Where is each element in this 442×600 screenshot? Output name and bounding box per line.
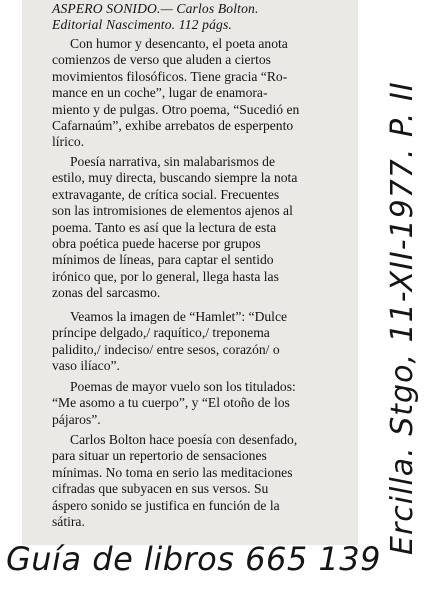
heading-publisher-line: Editorial Nascimento. 112 págs. bbox=[52, 17, 232, 33]
handwritten-catalog-note: Guía de libros 665 139 bbox=[6, 540, 381, 578]
paragraph-line: extravagante, de crítica social. Frecuentes bbox=[52, 186, 280, 202]
paragraph-line: zonas del sarcasmo. bbox=[52, 285, 161, 301]
paragraph-line: son las intromisiones de elementos ajenos al bbox=[52, 203, 293, 219]
paragraph-line: irónico que, por lo general, llega hasta las bbox=[52, 268, 279, 284]
paragraph-3 bbox=[52, 309, 376, 375]
paragraph-5 bbox=[52, 432, 376, 530]
heading-title-line: ASPERO SONIDO.— Carlos Bolton. bbox=[52, 1, 259, 16]
paragraph-line: poema. Tanto es así que la lectura de esta bbox=[52, 219, 277, 235]
paragraph-line: estilo, muy directa, buscando siempre la nota bbox=[52, 170, 298, 186]
paragraph-2 bbox=[52, 154, 376, 302]
paragraph-line: pájaros”. bbox=[52, 411, 101, 427]
paragraph-line: Cafarnaúm”, exhibe arrebatos de esperpento bbox=[52, 118, 294, 134]
paragraph-line: comienzos de verso que aluden a ciertos bbox=[52, 52, 271, 68]
paragraph-line: príncipe delgado,/ raquítico,/ treponema bbox=[52, 325, 270, 341]
paragraph-line: mínimos de líneas, para captar el sentido bbox=[52, 252, 274, 268]
paragraph-4 bbox=[52, 379, 376, 428]
paragraph-line: Veamos la imagen de “Hamlet”: “Dulce bbox=[70, 309, 288, 324]
paragraph-line: Con humor y desencanto, el poeta anota bbox=[70, 36, 288, 51]
paragraph-line: cifradas que subyacen en sus versos. Su bbox=[52, 481, 269, 497]
paragraph-line: “Me asomo a tu cuerpo”, y “El otoño de los bbox=[52, 395, 290, 411]
paragraph-line: miento y de pulgas. Otro poema, “Sucedió en bbox=[52, 101, 300, 117]
review-heading bbox=[52, 1, 382, 34]
paragraph-line: mance en un coche”, lugar de enamora- bbox=[52, 85, 268, 101]
paragraph-line: palidito,/ indeciso/ entre sesos, corazón/ o bbox=[52, 341, 280, 357]
paragraph-line: sátira. bbox=[52, 514, 85, 530]
paragraph-line: obra poética puede hacerse por grupos bbox=[52, 236, 261, 252]
paragraph-line: lírico. bbox=[52, 134, 85, 150]
paragraph-line: áspero sonido se justifica en función de la bbox=[52, 497, 280, 513]
paragraph-line: movimientos filosóficos. Tiene gracia “Ro- bbox=[52, 68, 288, 84]
paragraph-line: Carlos Bolton hace poesía con desenfado, bbox=[70, 432, 298, 447]
paragraph-line: Poesía narrativa, sin malabarismos de bbox=[70, 154, 275, 169]
paragraph-line: para situar un repertorio de sensaciones bbox=[52, 448, 267, 464]
paragraph-1 bbox=[52, 36, 376, 151]
paragraph-line: Poemas de mayor vuelo son los titulados: bbox=[70, 379, 296, 394]
newspaper-clipping bbox=[22, 0, 358, 545]
handwritten-source-note: Ercilla. Stgo, 11-XII-1977. P. II bbox=[385, 81, 420, 555]
paragraph-line: vaso ilíaco”. bbox=[52, 358, 120, 374]
paragraph-line: mínimas. No toma en serio las meditaciones bbox=[52, 464, 293, 480]
